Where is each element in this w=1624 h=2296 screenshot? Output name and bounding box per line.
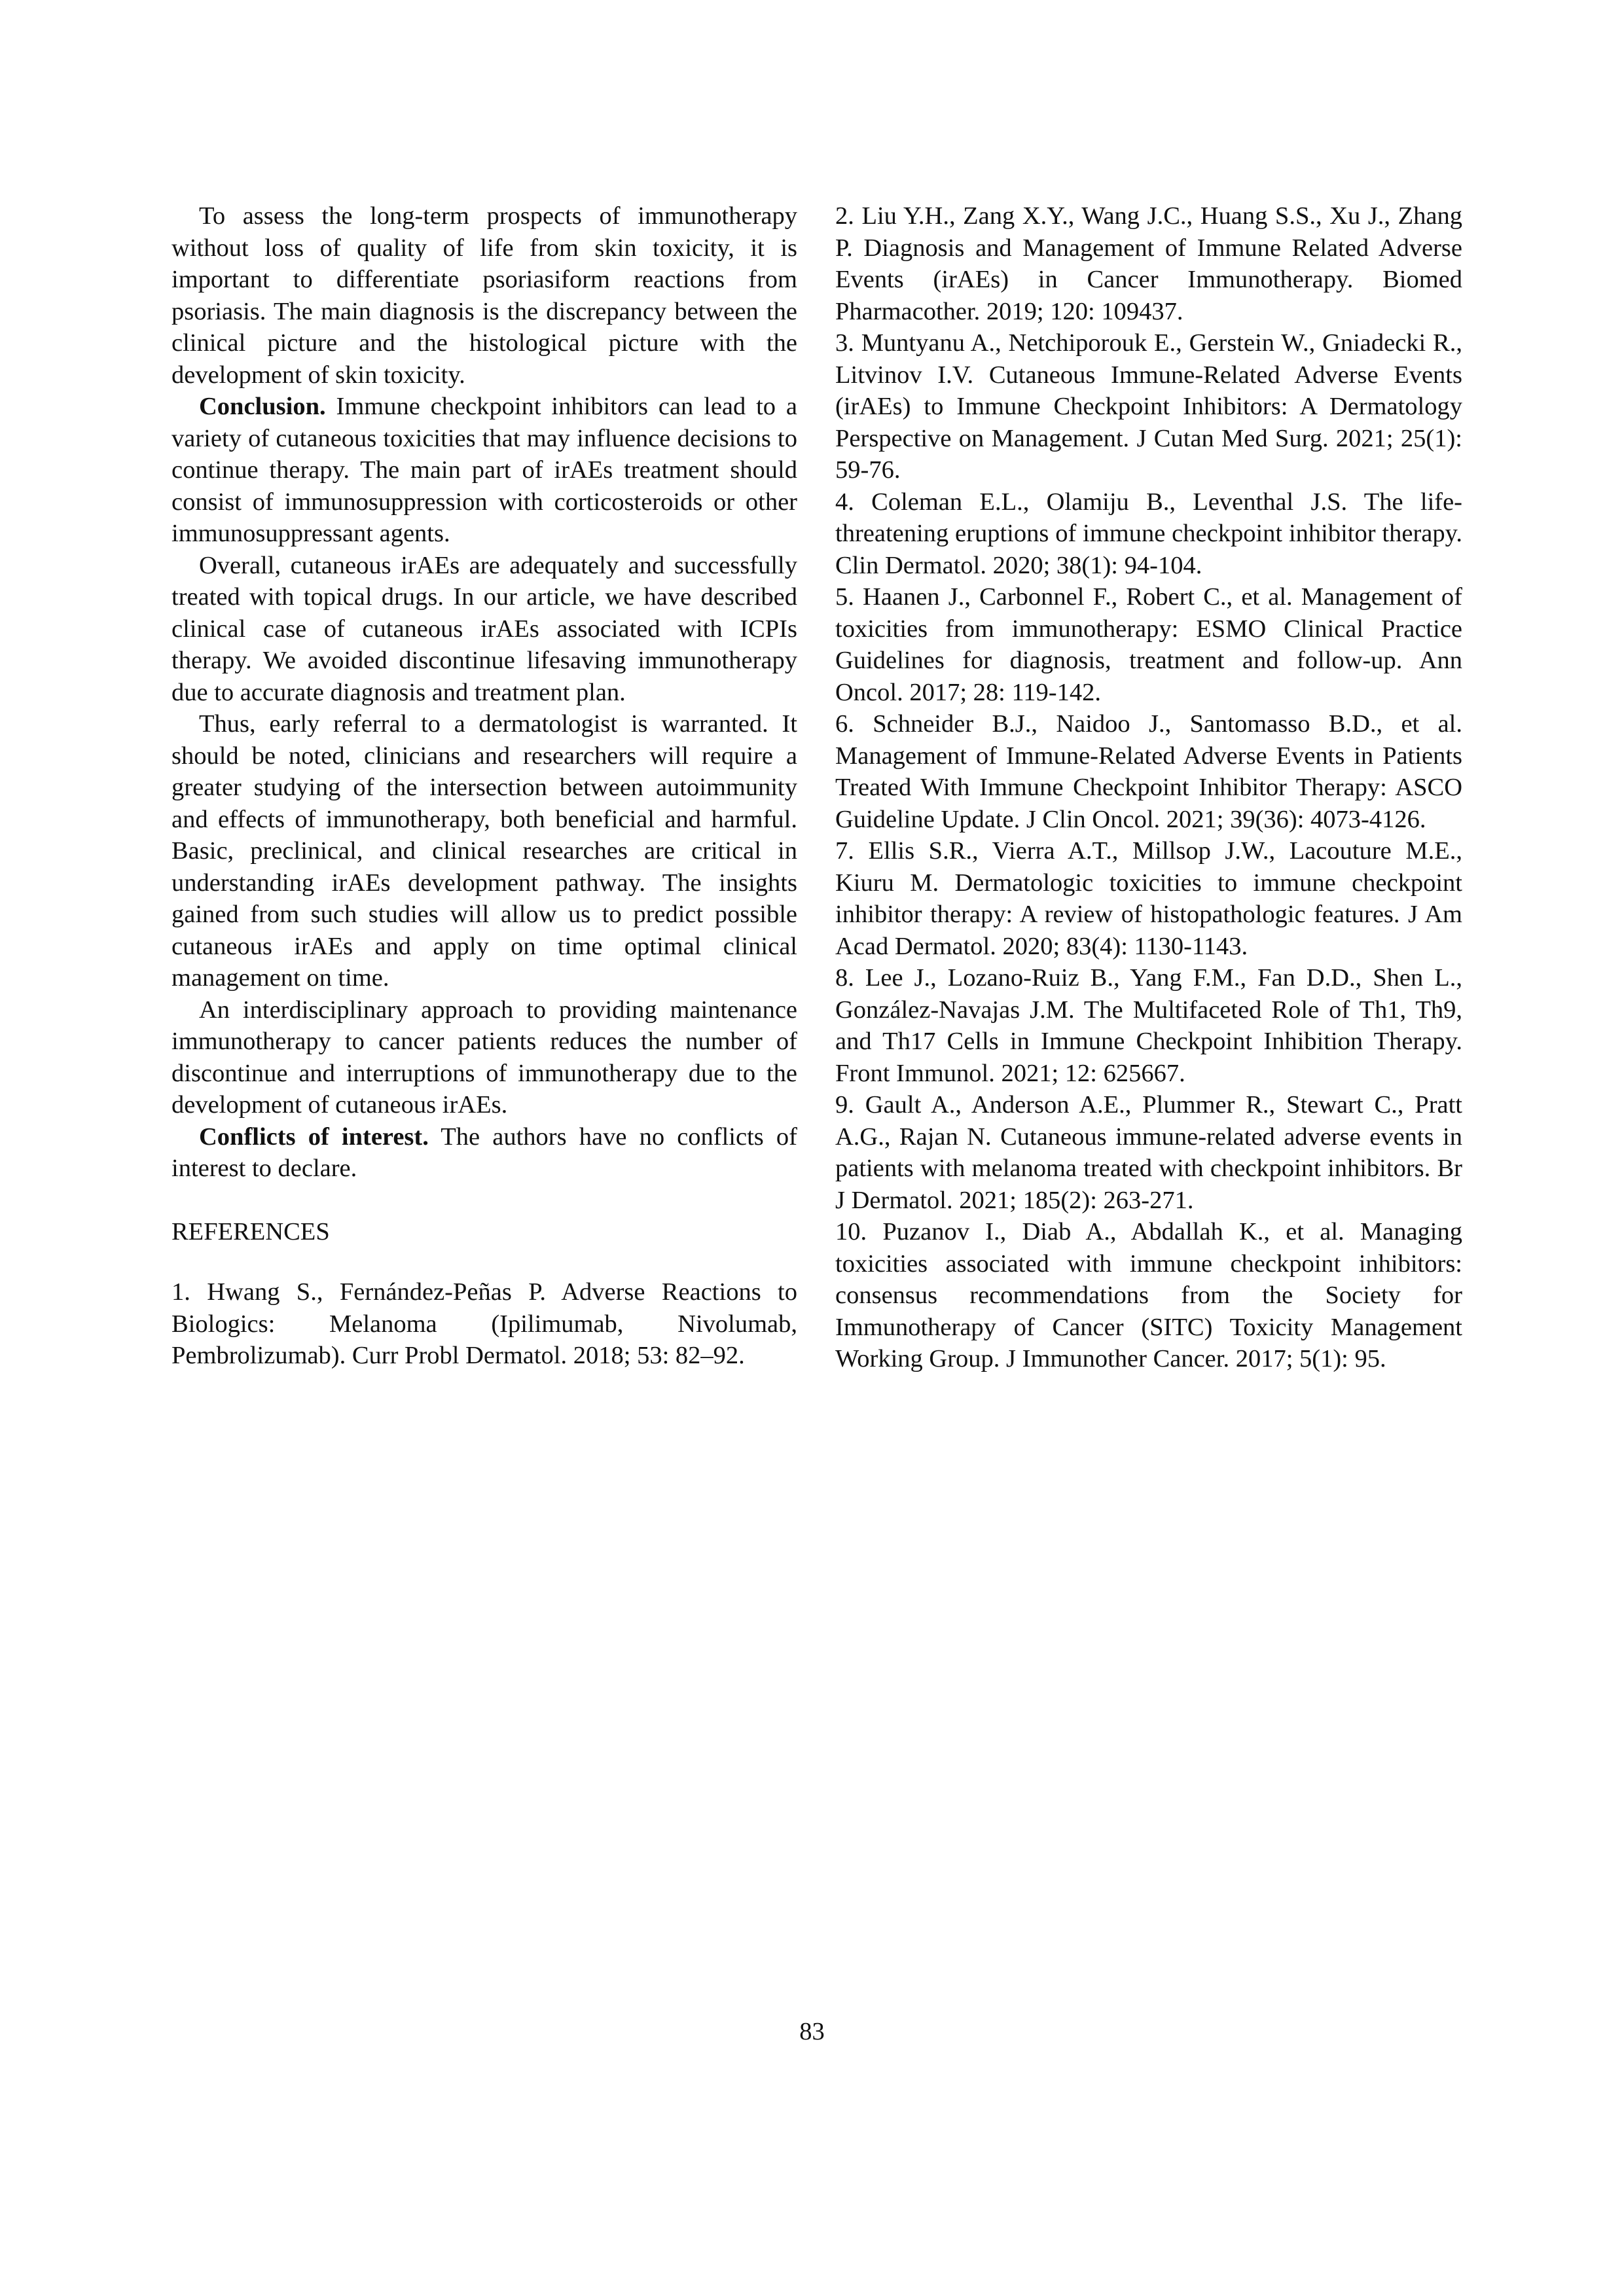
paragraph-conflicts bbox=[171, 1121, 797, 1185]
reference-8: 8. Lee J., Lozano-Ruiz B., Yang F.M., Fan D.D., Shen L., González-Navajas J.M. The Multifaceted Role of Th1, Th9, and Th17 Cells in Immune Checkpoint Inhibition Therapy. Front Immunol. 2021; 12: 625667. bbox=[835, 964, 1462, 1087]
paragraph-text: Thus, early referral to a dermatologist is warranted. It should be noted, clinicians and researchers will require a greater studying of the intersection between autoimmunity and effects of immunotherapy, both beneficial and harmful. Basic, preclinical, and clinical researches are critical in understanding irAEs development pathway. The insights gained from such studies will allow us to predict possible cutaneous irAEs and apply on time optimal clinical management on time. bbox=[171, 710, 797, 992]
reference-10: 10. Puzanov I., Diab A., Abdallah K., et al. Managing toxicities associated with immune checkpoint inhibitors: consensus recommendations from the Society for Immunotherapy of Cancer (SITC) Toxicity Management Working Group. J Immunother Cancer. 2017; 5(1): 95. bbox=[835, 1218, 1462, 1372]
reference-3: 3. Muntyanu A., Netchiporouk E., Gerstein W., Gniadecki R., Litvinov I.V. Cutaneous Immune-Related Adverse Events (irAEs) to Immune Checkpoint Inhibitors: A Dermatology Perspective on Management. J Cutan Med Surg. 2021; 25(1): 59-76. bbox=[835, 329, 1462, 484]
references-heading: REFERENCES bbox=[171, 1217, 330, 1246]
reference-1: 1. Hwang S., Fernández-Peñas P. Adverse Reactions to Biologics: Melanoma (Ipilimumab, Nivolumab, Pembrolizumab). Curr Probl Dermatol. 2018; 53: 82–92. bbox=[171, 1278, 797, 1369]
paragraph-assessment bbox=[171, 200, 797, 391]
left-column bbox=[171, 200, 797, 1372]
reference-5: 5. Haanen J., Carbonnel F., Robert C., et al. Management of toxicities from immunotherapy: ESMO Clinical Practice Guidelines for diagnosis, treatment and follow-up. Ann Oncol. 2017; 28: 119-142. bbox=[835, 583, 1462, 706]
paragraph-interdisciplinary bbox=[171, 994, 797, 1121]
right-column bbox=[835, 200, 1462, 1375]
paragraph-text: Overall, cutaneous irAEs are adequately and successfully treated with topical drugs. In our article, we have described clinical case of cutaneous irAEs associated with ICPIs therapy. We avoided discontinue lifesaving immunotherapy due to accurate diagnosis and treatment plan. bbox=[171, 551, 797, 706]
paragraph-text: An interdisciplinary approach to providing maintenance immunotherapy to cancer patients reduces the number of discontinue and interruptions of immunotherapy due to the development of cutaneous irAEs. bbox=[171, 996, 797, 1119]
paragraph-text: Immune checkpoint inhibitors can lead to a variety of cutaneous toxicities that may influence decisions to continue therapy. The main part of irAEs treatment should consist of immunosuppression with corticosteroids or other immunosuppressant agents. bbox=[171, 393, 797, 547]
paragraph-conclusion bbox=[171, 391, 797, 550]
reference-2: 2. Liu Y.H., Zang X.Y., Wang J.C., Huang S.S., Xu J., Zhang P. Diagnosis and Management of Immune Related Adverse Events (irAEs) in Cancer Immunotherapy. Biomed Pharmacother. 2019; 120: 109437. bbox=[835, 202, 1462, 325]
reference-7: 7. Ellis S.R., Vierra A.T., Millsop J.W., Lacouture M.E., Kiuru M. Dermatologic toxicities to immune checkpoint inhibitor therapy: A review of histopathologic features. J Am Acad Dermatol. 2020; 83(4): 1130-1143. bbox=[835, 837, 1462, 960]
conflicts-heading: Conflicts of interest. bbox=[199, 1122, 429, 1151]
paragraph-text: To assess the long-term prospects of immunotherapy without loss of quality of life from skin toxicity, it is important to differentiate psoriasiform reactions from psoriasis. The main diagnosis is the discrepancy between the clinical picture and the histological picture with the development of skin toxicity. bbox=[171, 202, 797, 389]
reference-6: 6. Schneider B.J., Naidoo J., Santomasso B.D., et al. Management of Immune-Related Adverse Events in Patients Treated With Immune Checkpoint Inhibitor Therapy: ASCO Guideline Update. J Clin Oncol. 2021; 39(36): 4073-4126. bbox=[835, 710, 1462, 833]
page-number: 83 bbox=[799, 2018, 825, 2045]
conclusion-heading: Conclusion. bbox=[199, 393, 326, 420]
reference-9: 9. Gault A., Anderson A.E., Plummer R., Stewart C., Pratt A.G., Rajan N. Cutaneous immune-related adverse events in patients with melanoma treated with checkpoint inhibitors. Br J Dermatol. 2021; 185(2): 263-271. bbox=[835, 1091, 1462, 1214]
paragraph-text: The authors have no conflicts of interest to declare. bbox=[171, 1122, 797, 1182]
paragraph-overall bbox=[171, 550, 797, 709]
reference-4: 4. Coleman E.L., Olamiju B., Leventhal J.S. The life-threatening eruptions of immune checkpoint inhibitor therapy. Clin Dermatol. 2020; 38(1): 94-104. bbox=[835, 488, 1462, 579]
paragraph-early-referral bbox=[171, 708, 797, 994]
